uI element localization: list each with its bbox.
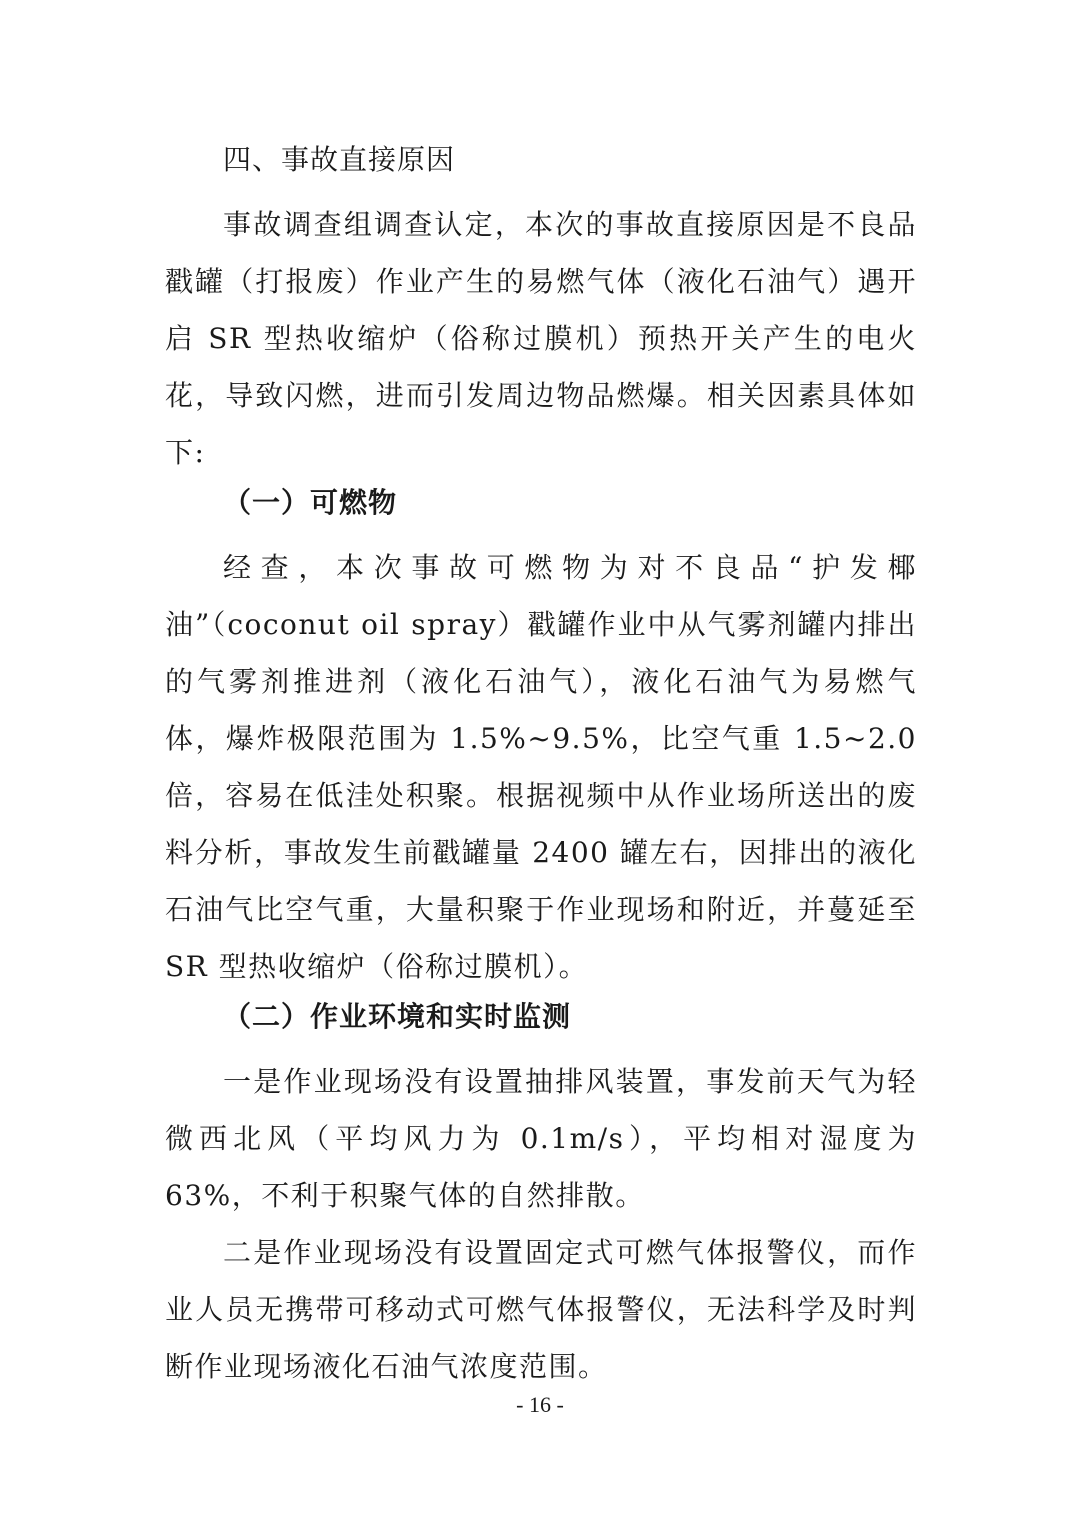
page-number: - 16 - <box>516 1392 564 1417</box>
subsection-heading-environment: （二）作业环境和实时监测 <box>223 1000 572 1033</box>
combustibles-paragraph: 经查，本次事故可燃物为对不良品“护发椰油”（coconut oil spray）戳罐作业中从气雾剂罐内排出的气雾剂推进剂（液化石油气），液化石油气为易燃气体，爆炸极限范围为 1.5%~9.5%，比空气重 1.5~2.0 倍，容易在低洼处积聚。根据视频中从作业场所送出的废料分析，事故发生前戳罐量 2400 罐左右，因排出的液化石油气比空气重，大量积聚于作业现场和附近，并蔓延至 SR 型热收缩炉（俗称过膜机）。 <box>165 551 917 983</box>
section-intro-paragraph: 事故调查组调查认定，本次的事故直接原因是不良品戳罐（打报废）作业产生的易燃气体（液化石油气）遇开启 SR 型热收缩炉（俗称过膜机）预热开关产生的电火花，导致闪燃，进而引发周边物品燃爆。相关因素具体如下: <box>165 208 917 469</box>
environment-paragraph-2: 二是作业现场没有设置固定式可燃气体报警仪，而作业人员无携带可移动式可燃气体报警仪，无法科学及时判断作业现场液化石油气浓度范围。 <box>165 1236 917 1383</box>
environment-paragraph-1: 一是作业现场没有设置抽排风装置，事发前天气为轻微西北风（平均风力为 0.1m/s），平均相对湿度为 63%，不利于积聚气体的自然排散。 <box>165 1065 917 1212</box>
page-content <box>165 140 917 1395</box>
subsection-heading-combustibles: （一）可燃物 <box>223 486 398 519</box>
section-heading: 四、事故直接原因 <box>223 143 456 176</box>
